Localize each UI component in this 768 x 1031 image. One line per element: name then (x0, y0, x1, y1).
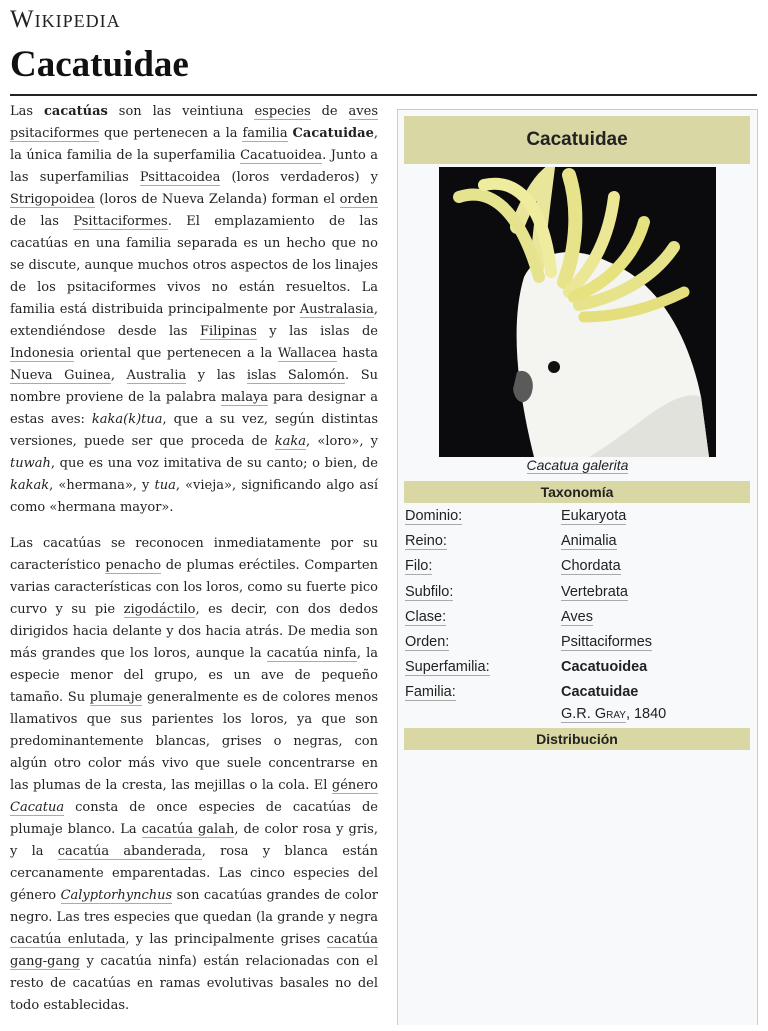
taxonomy-value[interactable]: Animalia (561, 533, 617, 550)
taxonomy-value: Cacatuidae (561, 684, 639, 701)
text-run: , rosa y blanca están cercanamente emparentadas. Las cinco especies del género (10, 844, 378, 903)
taxonomy-value[interactable]: Chordata (561, 558, 621, 575)
text-run: cacatúas (43, 104, 108, 119)
text-run: Las (10, 104, 44, 119)
taxonomy-rank[interactable]: Subfilo: (405, 583, 454, 600)
taxonomy-rank[interactable]: Clase: (405, 608, 447, 625)
text-run: . Junto a las superfamilias (10, 148, 379, 185)
text-run: . Su nombre proviene de la palabra (10, 368, 379, 405)
page-title: Cacatuidae (10, 44, 189, 85)
image-caption[interactable]: Cacatua galerita (526, 457, 629, 473)
article-link[interactable]: kaka (274, 434, 307, 449)
taxonomy-header: Taxonomía (404, 481, 750, 503)
text-run: kaka(k)tua (91, 412, 163, 427)
article-paragraph-2 (10, 533, 378, 1017)
article-link[interactable]: islas Salomón (246, 368, 346, 383)
text-run: y las (186, 368, 247, 383)
text-run: Cacatuidae (292, 126, 374, 141)
text-run: kakak (10, 478, 50, 493)
taxonomy-value: Cacatuoidea (561, 659, 648, 676)
text-run: y las islas de (256, 324, 378, 339)
wikipedia-wordmark[interactable]: Wikipedia (10, 6, 121, 33)
text-run: , que a su vez, según distintas versiones, puede ser que proceda de (10, 412, 378, 449)
taxonomy-rank[interactable]: Superfamilia: (405, 659, 490, 676)
article-link[interactable]: cacatúa gang-gang (10, 932, 379, 969)
article-link[interactable]: zigodáctilo (123, 602, 196, 617)
article-link[interactable]: Psittacoidea (139, 170, 221, 185)
text-run: (loros de Nueva Zelanda) forman el (94, 192, 340, 207)
text-run: . El emplazamiento de las cacatúas en una familia separada es un hecho que no se discute, aunque muchos otros aspectos de los linajes de los psitaciformes vivos no están resueltos. La familia está distribuida principalmente por (10, 214, 378, 317)
taxonomy-value[interactable]: Vertebrata (561, 583, 628, 600)
title-divider (10, 94, 757, 96)
text-run: y cacatúa ninfa) están relacionadas con el resto de cacatúas en ramas evolutivas basales no del todo establecidas. (10, 954, 378, 1013)
article-link[interactable]: cacatúa galah (141, 822, 235, 837)
text-run: , «hermana», y (49, 478, 155, 493)
article-link[interactable]: psitaciformes (10, 126, 100, 141)
taxonomy-rank[interactable]: Orden: (405, 634, 450, 650)
text-run: de plumas eréctiles. Comparten varias características con los loros, como su fuerte pico curvo y su pie (10, 558, 379, 617)
text-run: , que es una voz imitativa de su canto; o bien, de (50, 456, 378, 471)
article-link[interactable]: Australia (126, 368, 187, 383)
article-link[interactable]: Nueva Guinea (10, 368, 111, 383)
taxonomy-rank[interactable]: Dominio: (405, 508, 463, 524)
article-link[interactable]: penacho (105, 558, 162, 573)
cockatoo-image[interactable] (439, 167, 716, 457)
text-run: tuwah (10, 456, 51, 471)
text-run: de las (10, 214, 74, 229)
text-run: son las veintiuna (107, 104, 255, 119)
text-run: , es decir, con dos dedos dirigidos hacia delante y dos hacia atrás. De media son más grandes que los loros, aunque la (10, 602, 378, 661)
text-run: , (110, 368, 127, 383)
text-run: consta de once especies de cacatúas de plumaje blanco. La (10, 800, 378, 837)
article-link[interactable]: especies (254, 104, 311, 119)
article-link[interactable]: Filipinas (200, 324, 257, 339)
text-run: , extendiéndose desde las (10, 302, 378, 339)
text-run: , «loro», y (306, 434, 378, 449)
text-run: para designar a estas aves: (10, 390, 378, 427)
text-run: tua (154, 478, 176, 493)
text-run: (loros verdaderos) y (220, 170, 378, 185)
article-link[interactable]: género (331, 778, 378, 793)
article-link[interactable]: Calyptorhynchus (60, 888, 173, 903)
text-run: hasta (336, 346, 378, 361)
article-link[interactable]: Indonesia (10, 346, 75, 361)
taxonomy-value[interactable]: Psittaciformes (561, 634, 653, 650)
text-run: de (310, 104, 349, 119)
article-link[interactable]: plumaje (89, 690, 143, 705)
article-link[interactable]: cacatúa enlutada (10, 932, 126, 947)
text-run: , la única familia de la superfamilia (10, 126, 378, 163)
article-link[interactable]: Australasia (299, 302, 374, 317)
article-link[interactable]: Cacatuoidea (240, 148, 323, 163)
text-run: son cacatúas grandes de color negro. Las tres especies que quedan (la grande y negra (10, 888, 378, 925)
text-run: , «vieja», significando algo así como «hermana mayor». (10, 478, 378, 515)
article-body (10, 101, 378, 1031)
taxonomy-value[interactable]: Eukaryota (561, 508, 627, 524)
text-run: oriental que pertenecen a la (74, 346, 278, 361)
article-link[interactable]: cacatúa abanderada (57, 844, 202, 859)
article-link[interactable]: Wallacea (277, 346, 337, 361)
taxobox-title: Cacatuidae (404, 116, 750, 164)
article-link[interactable]: aves (348, 104, 379, 119)
taxon-authority: G.R. Gray, 1840 (561, 706, 667, 722)
taxonomy-rank[interactable]: Familia: (405, 684, 456, 701)
text-run: generalmente es de colores menos llamativos que sus parientes los loros, ya que son predominantemente blancas, grises o negras, con algún otro color más vivo que suele concentrarse en las plumas de la cresta, las mejillas o la cola. El (10, 690, 378, 793)
article-paragraph-1 (10, 101, 378, 519)
taxonomy-rank[interactable]: Reino: (405, 533, 447, 550)
distribution-header: Distribución (404, 728, 750, 750)
taxonomy-value[interactable]: Aves (561, 608, 593, 625)
text-run: , la especie menor del grupo, es un ave de pequeño tamaño. Su (10, 646, 378, 705)
text-run: que pertenecen a la (99, 126, 243, 141)
text-run: Las cacatúas se reconocen inmediatamente por su característico (10, 536, 378, 573)
article-link[interactable]: orden (339, 192, 378, 207)
article-link[interactable]: Strigopoidea (10, 192, 95, 207)
article-link[interactable]: Cacatua (10, 800, 65, 815)
article-link[interactable]: cacatúa ninfa (266, 646, 357, 661)
text-run: , y las principalmente grises (125, 932, 327, 947)
text-run: , de color rosa y gris, y la (10, 822, 378, 859)
article-link[interactable]: Psittaciformes (73, 214, 168, 229)
article-link[interactable]: malaya (220, 390, 269, 405)
taxobox (397, 109, 758, 1025)
taxonomy-rank[interactable]: Filo: (405, 558, 433, 575)
article-link[interactable]: familia (242, 126, 288, 141)
